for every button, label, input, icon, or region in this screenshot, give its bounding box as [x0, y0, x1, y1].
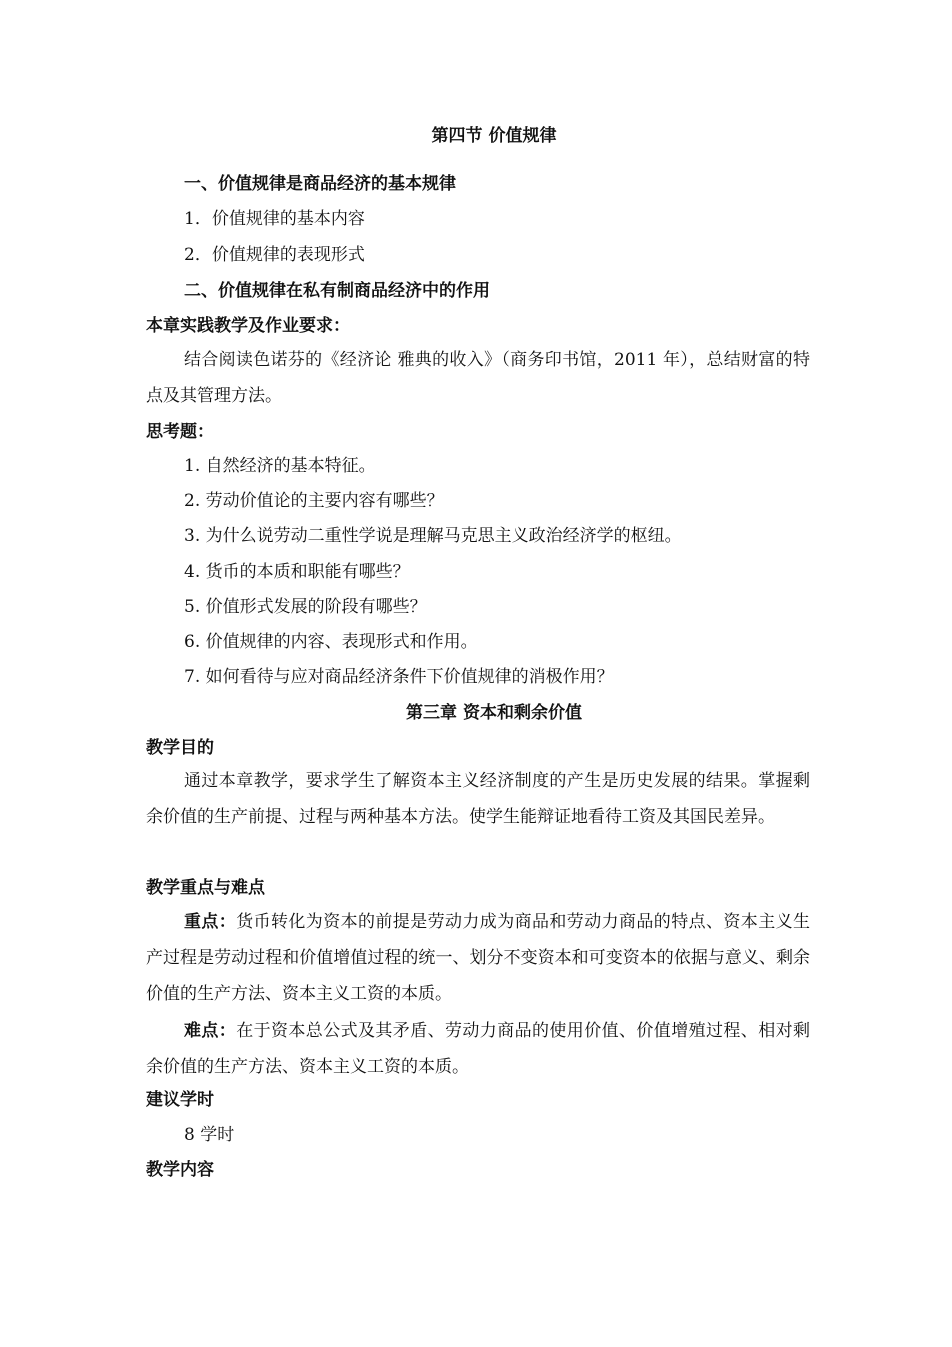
question-item: 7. 如何看待与应对商品经济条件下价值规律的消极作用？: [184, 667, 614, 687]
practice-text: 结合阅读色诺芬的《经济论 雅典的收入》（商务印书馆，2011 年），总结财富的特点及其管理方法。: [146, 350, 810, 406]
hours-value: 8 学时: [184, 1125, 235, 1145]
section-title: 第四节 价值规律: [431, 126, 557, 146]
section-item-1: 1．价值规律的基本内容: [184, 209, 365, 229]
section-item-2: 2．价值规律的表现形式: [184, 245, 365, 265]
objective-text: 通过本章教学，要求学生了解资本主义经济制度的产生是历史发展的结果。掌握剩余价值的生产前提、过程与两种基本方法。使学生能辩证地看待工资及其国民差异。: [146, 771, 810, 827]
question-item: 5. 价值形式发展的阶段有哪些？: [184, 597, 427, 617]
question-item: 1. 自然经济的基本特征。: [184, 456, 376, 476]
key-label: 重点：: [184, 912, 237, 932]
questions-heading: 思考题：: [146, 422, 214, 442]
chapter-title: 第三章 资本和剩余价值: [406, 703, 582, 723]
question-item: 2. 劳动价值论的主要内容有哪些？: [184, 491, 444, 511]
question-item: 3. 为什么说劳动二重性学说是理解马克思主义政治经济学的枢纽。: [184, 526, 682, 546]
section-heading-2: 二、价值规律在私有制商品经济中的作用: [184, 281, 490, 301]
key-paragraph: [146, 904, 810, 1012]
keypoints-heading: 教学重点与难点: [146, 878, 265, 898]
key-text: 货币转化为资本的前提是劳动力成为商品和劳动力商品的特点、资本主义生产过程是劳动过程和价值增值过程的统一、划分不变资本和可变资本的依据与意义、剩余价值的生产方法、资本主义工资的本质。: [146, 912, 811, 1004]
difficult-label: 难点：: [184, 1021, 237, 1041]
objective-heading: 教学目的: [146, 738, 214, 758]
question-item: 4. 货币的本质和职能有哪些？: [184, 562, 410, 582]
difficult-text: 在于资本总公式及其矛盾、劳动力商品的使用价值、价值增殖过程、相对剩余价值的生产方法、资本主义工资的本质。: [146, 1021, 811, 1077]
hours-heading: 建议学时: [146, 1090, 214, 1110]
practice-heading: 本章实践教学及作业要求：: [146, 316, 350, 336]
difficult-paragraph: [146, 1013, 810, 1085]
question-item: 6. 价值规律的内容、表现形式和作用。: [184, 632, 478, 652]
section-heading-1: 一、价值规律是商品经济的基本规律: [184, 174, 456, 194]
content-heading: 教学内容: [146, 1160, 214, 1180]
